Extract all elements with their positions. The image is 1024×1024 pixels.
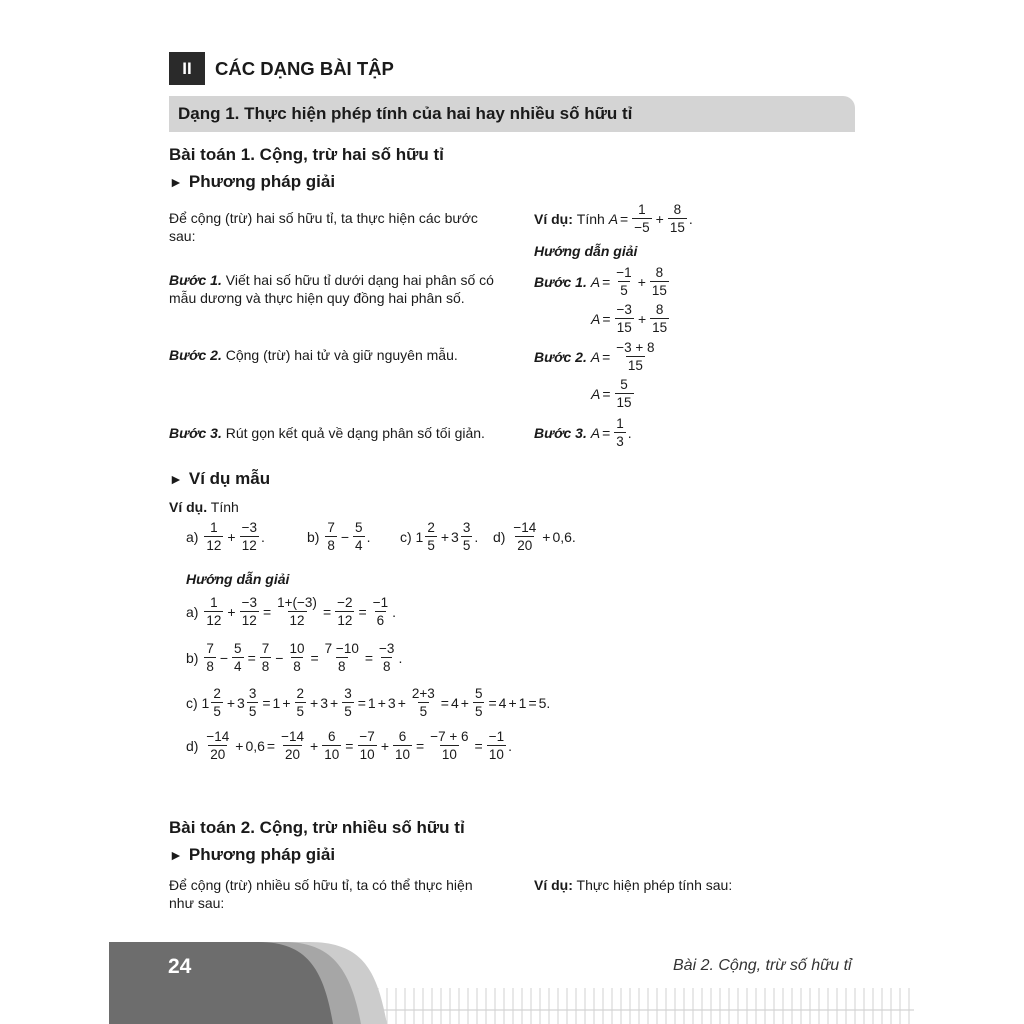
bt1-step-2: Bước 2. Cộng (trừ) hai tử và giữ nguyên mẫu.	[169, 347, 458, 363]
sample-exercise-b: b) 7 8 − $\frac{5}{4}$ .	[307, 520, 371, 553]
sample-title: ► Ví dụ mẫu	[169, 469, 271, 488]
bt1-step-3: Bước 3. Rút gọn kết quả về dạng phân số tối giản.	[169, 425, 485, 441]
triangle-bullet-icon: ►	[169, 847, 183, 863]
page-number: 24	[168, 955, 192, 978]
dang-1-title: Dạng 1. Thực hiện phép tính của hai hay nhiều số hữu tỉ	[178, 104, 633, 123]
bt1-guide-step-2a: Bước 2. A = $\frac{-3 + 8}{15}$	[534, 340, 655, 373]
bai-toan-1-title: Bài toán 1. Cộng, trừ hai số hữu tỉ	[169, 145, 444, 164]
bai-toan-2-method: ► Phương pháp giải	[169, 845, 336, 864]
fraction: $\frac{1}{-5}$	[634, 202, 650, 235]
fraction: $\frac{8}{15}$	[669, 202, 685, 235]
sample-exercise-d: d) −14 20 + 0,6.	[493, 520, 576, 553]
triangle-bullet-icon: ►	[169, 471, 183, 487]
sample-exercise-c: c) 1 2 5 + 3 $\frac{3}{5}$ .	[400, 520, 479, 553]
bt1-guide-step-1a: Bước 1. A = $\frac{-1}{5}$ + $\frac{8}{15}$	[534, 265, 667, 298]
bt1-guide: Hướng dẫn giải	[534, 243, 638, 259]
solution-a: a) 1 12 + $\frac{-3}{12}$ = $\frac{1+(-3)}{12}$ = $\frac{-2}{12}$ = $\frac{-1}{6}$ .	[186, 595, 397, 628]
bt1-step-1: Bước 1. Viết hai số hữu tỉ dưới dạng hai phân số có mẫu dương và thực hiện quy đồng hai phân số.	[169, 272, 494, 306]
solution-c: c) 1 2 5 + 3 $\frac{3}{5}$ = 1 + $\frac{2}{5}$ + 3 + $\frac{3}{5}$ = 1 + 3 + $\frac{2+3}{5}$ = 4 + $\frac{5}{5}$ = 4 + 1 = 5.	[186, 686, 551, 719]
bt2-example: Ví dụ: Thực hiện phép tính sau:	[534, 877, 733, 893]
bt1-guide-step-3: Bước 3. A = $\frac{1}{3}$ .	[534, 416, 632, 449]
sample-guide: Hướng dẫn giải	[186, 571, 290, 587]
lesson-title: Bài 2. Cộng, trừ số hữu tỉ	[673, 957, 852, 974]
dang-1-header	[169, 96, 855, 132]
bt1-example: Ví dụ: Tính A = $\frac{1}{-5}$ + $\frac{8}{15}$ .	[534, 202, 693, 235]
solution-b: b) 7 8 − $\frac{5}{4}$ = $\frac{7}{8}$ − $\frac{10}{8}$ = $\frac{7 -10}{8}$ = $\frac{-3}{8}$ .	[186, 641, 403, 674]
bt2-intro: Để cộng (trừ) nhiều số hữu tỉ, ta có thể thực hiện như sau:	[169, 877, 473, 911]
sample-prompt: Ví dụ. Tính	[169, 499, 239, 515]
bt1-intro: Để cộng (trừ) hai số hữu tỉ, ta thực hiện các bước sau:	[169, 210, 478, 244]
section-title: CÁC DẠNG BÀI TẬP	[215, 58, 394, 79]
footer-decoration	[109, 942, 1024, 1024]
sample-exercise-a: a) 1 12 + $\frac{-3}{12}$ .	[186, 520, 265, 553]
bt1-guide-step-2b: A = $\frac{5}{15}$	[591, 377, 632, 410]
bt1-guide-step-1b: A = $\frac{-3}{15}$ + $\frac{8}{15}$	[591, 302, 668, 335]
solution-d: d) −14 20 + 0,6 = $\frac{-14}{20}$ + $\frac{6}{10}$ = $\frac{-7}{10}$ + $\frac{6}{10}$ = $\frac{-7 + 6}{10}$ = $\frac{-1}{10}$ .	[186, 729, 512, 762]
bai-toan-1-method: ► Phương pháp giải	[169, 172, 336, 191]
section-badge: II	[169, 52, 205, 85]
triangle-bullet-icon: ►	[169, 174, 183, 190]
bai-toan-2-title: Bài toán 2. Cộng, trừ nhiều số hữu tỉ	[169, 818, 465, 837]
